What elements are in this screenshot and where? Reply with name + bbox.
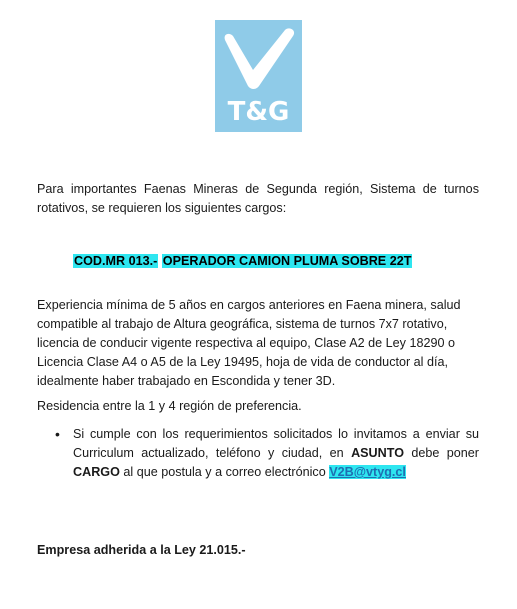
bullet-text-part3: al que postula y a correo electrónico: [119, 465, 330, 479]
position-heading: [73, 253, 412, 270]
position-code: COD.MR 013.-: [74, 254, 158, 268]
company-logo: [215, 20, 302, 132]
v-check-icon: [215, 20, 302, 100]
intro-paragraph: Para importantes Faenas Mineras de Segunda región, Sistema de turnos rotativos, se requieren los siguientes cargos:: [37, 182, 479, 215]
bullet-text: [73, 425, 479, 482]
bullet-text-part2: debe poner: [404, 446, 479, 460]
bullet-dot-icon: •: [55, 426, 60, 442]
logo-text: T&G: [227, 97, 290, 127]
cargo-keyword: CARGO: [73, 465, 120, 479]
residence-paragraph: Residencia entre la 1 y 4 región de preferencia.: [37, 399, 302, 413]
position-title: OPERADOR CAMION PLUMA SOBRE 22T: [162, 254, 412, 268]
experience-paragraph: Experiencia mínima de 5 años en cargos anteriores en Faena minera, salud compatible al trabajo de Altura geográfica, sistema de turnos 7x7 rotativo, licencia de conducir vigente respectiva al equipo, Clase A2 de Ley 18290 o Licencia Clase A4 o A5 de la Ley 19495, hoja de vida de conductor al día, idealmente haber trabajado en Escondida y tener 3D.: [37, 298, 461, 388]
bullet-text-part1: Si cumple con los requerimientos solicitados lo invitamos a enviar su Curriculum actualizado, teléfono y ciudad, en: [73, 427, 479, 460]
footer-law-note: Empresa adherida a la Ley 21.015.-: [37, 543, 246, 557]
email-link[interactable]: V2B@vtyg.cl: [329, 465, 406, 479]
asunto-keyword: ASUNTO: [351, 446, 405, 460]
